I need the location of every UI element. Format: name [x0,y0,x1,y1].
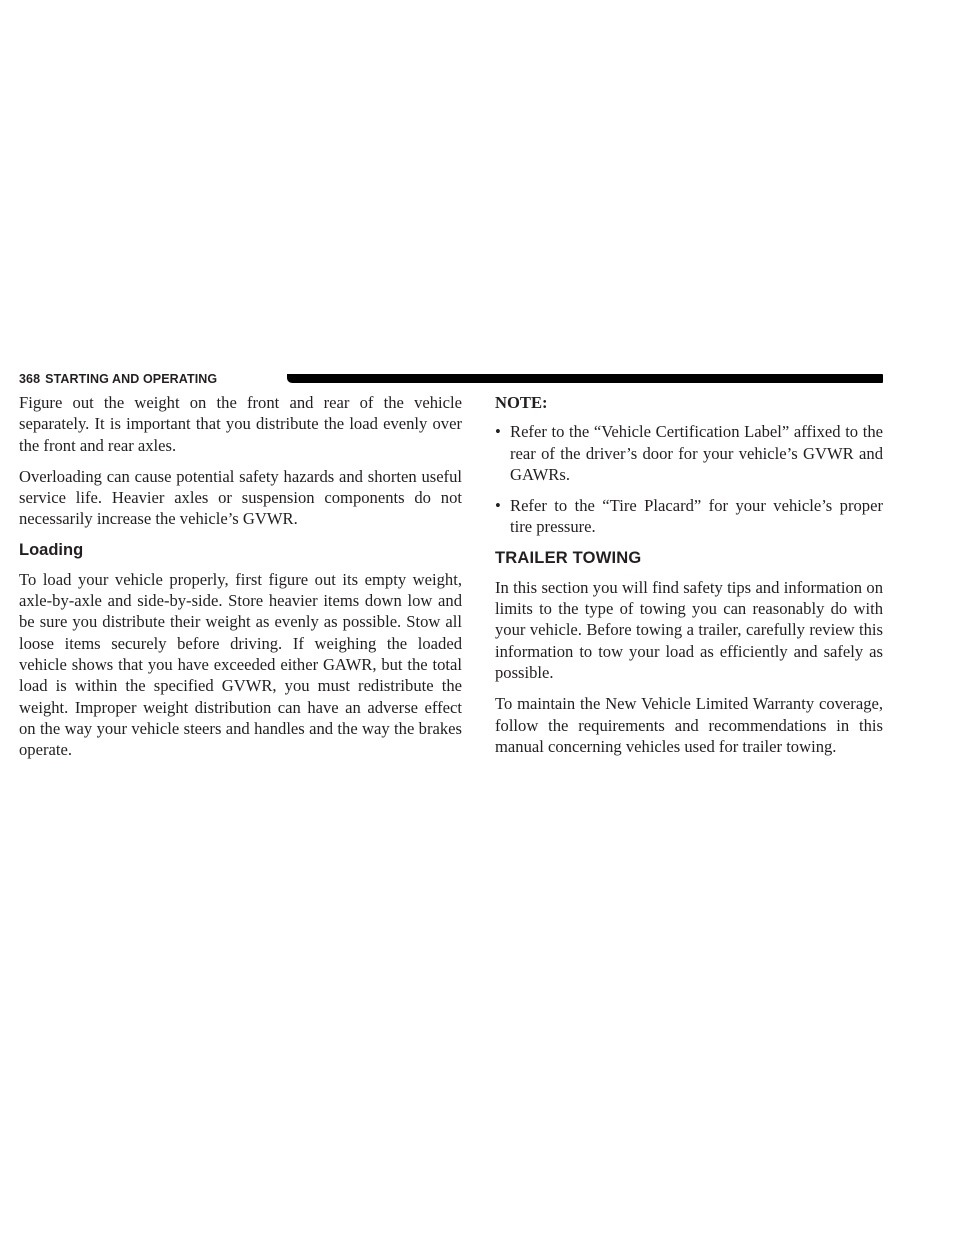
loading-heading: Loading [19,540,84,559]
list-item [495,495,883,538]
bullet-icon: • [495,496,501,516]
weight-distribution-paragraph: Figure out the weight on the front and rear of the vehicle separately. It is important that you distribute the load evenly over the front and rear axles. [19,393,462,455]
header-rule [287,374,883,383]
note-item-text: Refer to the “Vehicle Certification Label” affixed to the rear of the driver’s door for your vehicle’s GVWR and GAWRs. [510,422,883,484]
note-item-text: Refer to the “Tire Placard” for your vehicle’s proper tire pressure. [510,496,883,537]
loading-paragraph: To load your vehicle properly, first figure out its empty weight, axle-by-axle and side-by-side. Store heavier items down low and be sure you distribute their weight as evenly as possible. Stow all loose items securely before driving. If weighing the loaded vehicle shows that you have exceeded either GAWR, but the total load is within the specified GVWR, you must redistribute the weight. Improper weight distribution can have an adverse effect on the way your vehicle steers and handles and the way the brakes operate. [19,569,462,760]
warranty-paragraph: To maintain the New Vehicle Limited Warranty coverage, follow the requirements and recommendations in this manual concerning vehicles used for trailer towing. [495,694,883,756]
note-list [495,421,883,537]
page-number: 368 [19,372,41,386]
note-label: NOTE: [495,393,548,412]
trailer-towing-heading: TRAILER TOWING [495,548,642,567]
header-text [19,371,217,387]
list-item [495,421,883,485]
bullet-icon: • [495,422,501,442]
overloading-paragraph: Overloading can cause potential safety hazards and shorten useful service life. Heavier axles or suspension components do not necessarily increase the vehicle’s GVWR. [19,466,462,529]
right-column [495,392,883,767]
towing-intro-paragraph: In this section you will find safety tips and information on limits to the type of towing you can reasonably do with your vehicle. Before towing a trailer, carefully review this information to tow your load as efficiently and safely as possible. [495,577,883,682]
section-title: STARTING AND OPERATING [45,372,218,386]
page-header [19,371,883,387]
left-column [19,392,462,770]
